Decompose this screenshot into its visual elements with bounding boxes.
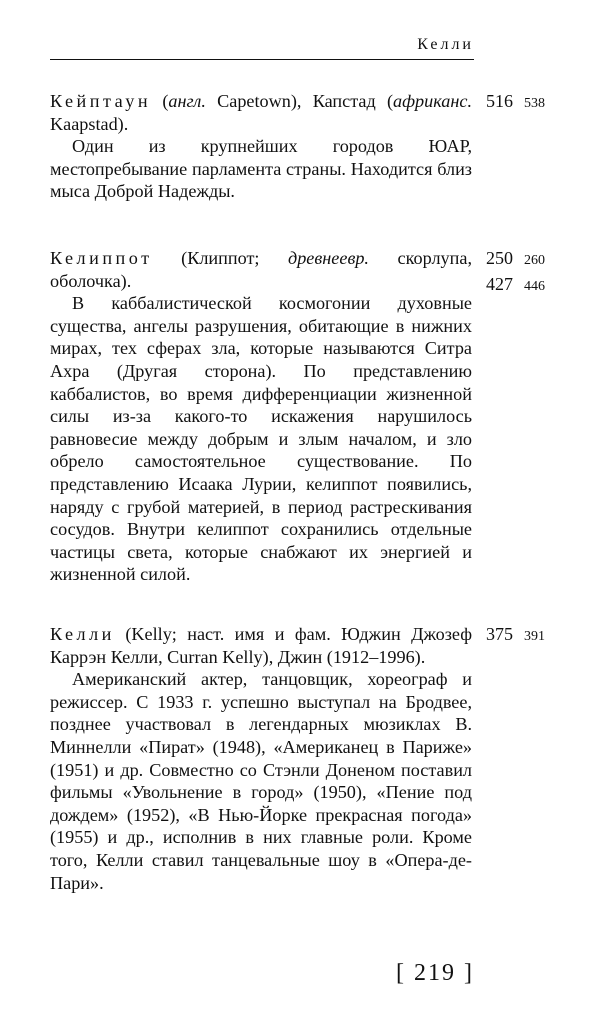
ref-a: 375 bbox=[486, 624, 513, 644]
ref-b: 446 bbox=[524, 278, 545, 294]
running-head: Келли bbox=[417, 36, 474, 53]
entry-headline: Келли (Kelly; наст. имя и фам. Юджин Джозеф Каррэн Келли, Curran Kelly), Джин (1912–1996). bbox=[50, 624, 472, 667]
page-number: [ 219 ] bbox=[396, 960, 474, 986]
language-abbr: англ. bbox=[168, 91, 206, 111]
page-refs bbox=[486, 90, 570, 116]
header-rule bbox=[50, 59, 474, 60]
language-abbr: африканс. bbox=[393, 91, 472, 111]
ref-a: 516 bbox=[486, 91, 513, 111]
ref-b: 260 bbox=[524, 253, 545, 268]
page-refs bbox=[486, 623, 570, 649]
entry-kelippot bbox=[50, 247, 472, 586]
entry-capetown bbox=[50, 90, 472, 203]
entry-headline: Келиппот (Клиппот; древнеевр. скорлупа, оболочка). bbox=[50, 248, 472, 291]
ref-pair bbox=[486, 90, 570, 116]
entry-body: Один из крупнейших городов ЮАР, местопребывание парламента страны. Находится близ мыса Доброй Надежды. bbox=[50, 136, 472, 202]
ref-pair bbox=[486, 623, 570, 649]
ref-b: 538 bbox=[524, 96, 545, 111]
ref-pair bbox=[486, 247, 570, 273]
entry-kelly bbox=[50, 623, 472, 894]
ref-pair bbox=[486, 273, 570, 299]
entry-term: Келли bbox=[50, 624, 115, 644]
entry-body: В каббалистической космогонии духовные существа, ангелы разрушения, обитающие в нижних мирах, тех сферах зла, которые называются Ситра Ахра (Другая сторона). По представлению каббалистов, во время дифференциации жизненной силы из-за какого-то искажения нарушилось равновесие между добрым и злым началом, и зло обрело самостоятельное существование. По представлению Исаака Лурии, келиппот появились, наряду с грубой материей, в период растрескивания сосудов. Внутри келиппот сохранились отдельные частицы света, которые снабжают их энергией и жизненной силой. bbox=[50, 293, 472, 585]
ref-a: 427 bbox=[486, 273, 513, 294]
entry-term: Кейптаун bbox=[50, 91, 152, 111]
entry-headline: Кейптаун (англ. Capetown), Капстад (африканс. Kaapstad). bbox=[50, 91, 472, 134]
entry-body: Американский актер, танцовщик, хореограф и режиссер. С 1933 г. успешно выступал на Бродвее, позднее участвовал в легендарных мюзиклах В. Миннелли «Пират» (1948), «Американец в Париже» (1951) и др. Совместно со Стэнли Доненом поставил фильмы «Увольнение в город» (1950), «Пение под дождем» (1952), «В Нью-Йорке прекрасная погода» (1955) и др., исполнив в них главные роли. Кроме того, Келли ставил танцевальные шоу в «Опера-де-Пари». bbox=[50, 669, 472, 893]
ref-b: 391 bbox=[524, 629, 545, 644]
entry-term: Келиппот bbox=[50, 248, 153, 268]
language-abbr: древнеевр. bbox=[288, 248, 369, 268]
ref-a: 250 bbox=[486, 248, 513, 268]
page-refs bbox=[486, 247, 570, 298]
